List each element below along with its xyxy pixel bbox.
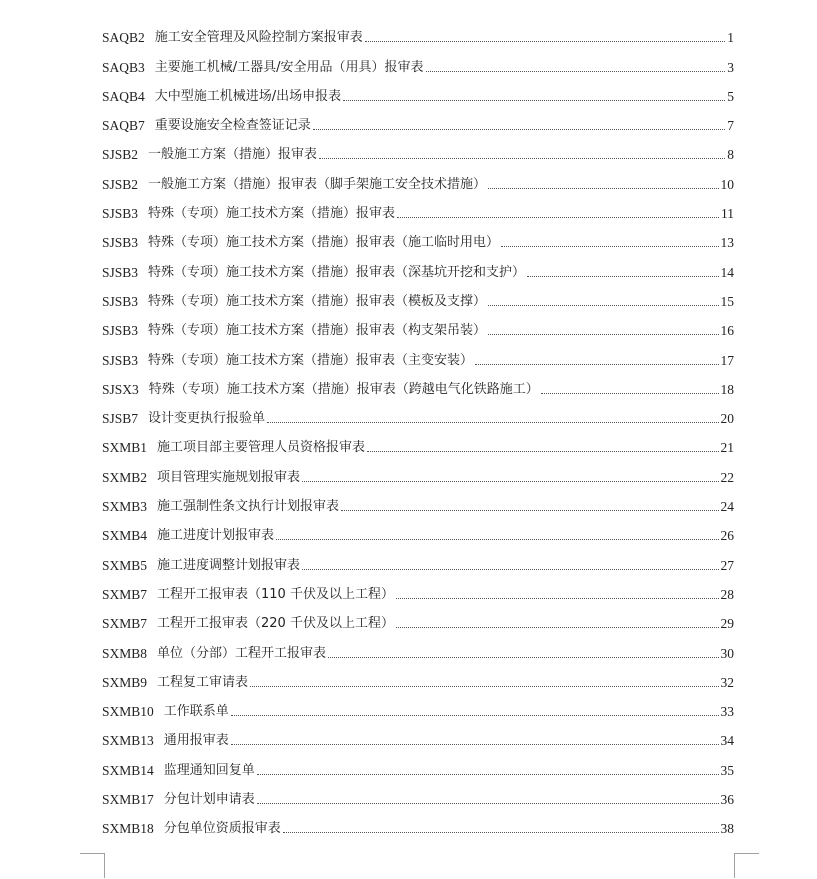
toc-entry[interactable] xyxy=(102,137,734,166)
toc-dot-leader xyxy=(341,509,718,511)
toc-entry-page-number: 5 xyxy=(727,88,734,104)
toc-entry-title: 工程开工报审表（110 千伏及以上工程） xyxy=(157,586,394,602)
toc-entry[interactable] xyxy=(102,284,734,313)
toc-dot-leader xyxy=(488,333,718,335)
toc-entry-code: SXMB2 xyxy=(102,469,148,485)
toc-entry-page-number: 17 xyxy=(720,352,734,368)
toc-entry-page-number: 32 xyxy=(720,674,734,690)
toc-entry-title: 工作联系单 xyxy=(163,704,229,720)
toc-entry-code: SXMB1 xyxy=(102,440,148,456)
toc-entry-title: 特殊（专项）施工技术方案（措施）报审表（跨越电气化铁路施工） xyxy=(148,381,539,397)
toc-dot-leader xyxy=(302,480,718,482)
toc-entry-code: SJSB2 xyxy=(102,147,139,163)
toc-entry-page-number: 20 xyxy=(720,411,734,427)
toc-dot-leader xyxy=(276,538,718,540)
toc-entry[interactable] xyxy=(102,547,734,576)
toc-entry-code: SJSB3 xyxy=(102,235,139,251)
toc-entry-title: 分包单位资质报审表 xyxy=(163,821,281,837)
toc-entry-code: SXMB14 xyxy=(102,762,154,778)
toc-entry-code: SAQB4 xyxy=(102,88,145,104)
toc-entry-title: 通用报审表 xyxy=(163,733,229,749)
toc-dot-leader xyxy=(283,831,719,833)
toc-entry-page-number: 7 xyxy=(727,118,734,134)
toc-entry-code: SXMB7 xyxy=(102,616,148,632)
toc-entry-page-number: 26 xyxy=(720,528,734,544)
toc-entry-title: 施工强制性条文执行计划报审表 xyxy=(157,499,340,515)
toc-entry-code: SJSB3 xyxy=(102,264,139,280)
toc-entry[interactable] xyxy=(102,459,734,488)
toc-dot-leader xyxy=(313,128,725,130)
toc-entry-code: SXMB18 xyxy=(102,821,154,837)
toc-entry-code: SAQB2 xyxy=(102,30,145,46)
toc-entry[interactable] xyxy=(102,79,734,108)
toc-entry[interactable] xyxy=(102,372,734,401)
toc-entry-code: SJSB3 xyxy=(102,206,139,222)
toc-dot-leader xyxy=(426,70,726,72)
toc-entry[interactable] xyxy=(102,108,734,137)
toc-entry[interactable] xyxy=(102,723,734,752)
toc-entry-title: 单位（分部）工程开工报审表 xyxy=(157,645,327,661)
toc-dot-leader xyxy=(250,685,718,687)
toc-entry-code: SXMB7 xyxy=(102,586,148,602)
toc-entry[interactable] xyxy=(102,782,734,811)
toc-entry-title: 重要设施安全检查签证记录 xyxy=(154,118,311,134)
toc-entry-code: SXMB17 xyxy=(102,792,154,808)
toc-entry-page-number: 11 xyxy=(721,206,734,222)
toc-dot-leader xyxy=(302,568,718,570)
toc-entry-page-number: 24 xyxy=(720,499,734,515)
toc-entry-title: 特殊（专项）施工技术方案（措施）报审表（施工临时用电） xyxy=(148,235,500,251)
toc-dot-leader xyxy=(267,421,718,423)
toc-entry-code: SXMB10 xyxy=(102,704,154,720)
toc-entry-title: 施工进度调整计划报审表 xyxy=(157,557,301,573)
toc-entry[interactable] xyxy=(102,606,734,635)
toc-entry-title: 施工进度计划报审表 xyxy=(157,528,275,544)
toc-dot-leader xyxy=(257,802,719,804)
toc-entry-code: SXMB4 xyxy=(102,528,148,544)
toc-dot-leader xyxy=(231,743,719,745)
toc-entry[interactable] xyxy=(102,665,734,694)
toc-dot-leader xyxy=(475,363,718,365)
toc-dot-leader xyxy=(328,656,718,658)
toc-dot-leader xyxy=(488,187,718,189)
toc-entry-title: 项目管理实施规划报审表 xyxy=(157,469,301,485)
page-corner-mark-right xyxy=(734,853,759,878)
toc-entry[interactable] xyxy=(102,752,734,781)
toc-entry-code: SAQB7 xyxy=(102,118,145,134)
toc-dot-leader xyxy=(541,392,719,394)
toc-entry-page-number: 18 xyxy=(720,381,734,397)
toc-entry[interactable] xyxy=(102,166,734,195)
toc-entry-page-number: 3 xyxy=(727,59,734,75)
toc-entry-title: 特殊（专项）施工技术方案（措施）报审表（主变安装） xyxy=(148,352,474,368)
toc-entry-page-number: 14 xyxy=(720,264,734,280)
toc-entry-code: SJSB2 xyxy=(102,176,139,192)
toc-dot-leader xyxy=(501,245,718,247)
toc-entry-page-number: 16 xyxy=(720,323,734,339)
toc-entry[interactable] xyxy=(102,196,734,225)
toc-entry-title: 主要施工机械/工器具/安全用品（用具）报审表 xyxy=(154,59,424,75)
toc-entry-code: SJSB3 xyxy=(102,293,139,309)
toc-entry[interactable] xyxy=(102,225,734,254)
toc-entry[interactable] xyxy=(102,49,734,78)
toc-entry-page-number: 33 xyxy=(720,704,734,720)
toc-dot-leader xyxy=(527,275,718,277)
toc-entry[interactable] xyxy=(102,694,734,723)
toc-entry-page-number: 36 xyxy=(720,792,734,808)
toc-entry[interactable] xyxy=(102,430,734,459)
toc-entry-page-number: 22 xyxy=(720,469,734,485)
toc-entry-title: 特殊（专项）施工技术方案（措施）报审表（深基坑开挖和支护） xyxy=(148,264,526,280)
toc-entry[interactable] xyxy=(102,518,734,547)
toc-entry[interactable] xyxy=(102,577,734,606)
toc-entry[interactable] xyxy=(102,313,734,342)
toc-entry-code: SXMB13 xyxy=(102,733,154,749)
toc-entry-code: SAQB3 xyxy=(102,59,145,75)
toc-dot-leader xyxy=(365,40,725,42)
toc-dot-leader xyxy=(231,714,719,716)
toc-entry[interactable] xyxy=(102,20,734,49)
toc-entry-page-number: 13 xyxy=(720,235,734,251)
toc-entry-title: 监理通知回复单 xyxy=(163,762,255,778)
toc-entry[interactable] xyxy=(102,489,734,518)
toc-entry-page-number: 30 xyxy=(720,645,734,661)
toc-dot-leader xyxy=(488,304,718,306)
toc-entry-page-number: 15 xyxy=(720,293,734,309)
toc-entry-title: 分包计划申请表 xyxy=(163,792,255,808)
toc-entry-code: SXMB8 xyxy=(102,645,148,661)
toc-entry-code: SXMB3 xyxy=(102,499,148,515)
toc-dot-leader xyxy=(257,773,719,775)
toc-entry-page-number: 27 xyxy=(720,557,734,573)
toc-entry-page-number: 8 xyxy=(727,147,734,163)
toc-dot-leader xyxy=(396,626,719,628)
toc-dot-leader xyxy=(319,157,725,159)
toc-entry-title: 工程复工审请表 xyxy=(157,674,249,690)
toc-entry-page-number: 10 xyxy=(720,176,734,192)
toc-entry[interactable] xyxy=(102,401,734,430)
toc-entry-title: 特殊（专项）施工技术方案（措施）报审表（模板及支撑） xyxy=(148,293,487,309)
toc-entry-code: SXMB9 xyxy=(102,674,148,690)
toc-entry-page-number: 34 xyxy=(720,733,734,749)
toc-entry-title: 施工项目部主要管理人员资格报审表 xyxy=(157,440,366,456)
toc-entry-title: 一般施工方案（措施）报审表（脚手架施工安全技术措施） xyxy=(148,176,487,192)
toc-entry-page-number: 21 xyxy=(720,440,734,456)
page-corner-mark-left xyxy=(80,853,105,878)
toc-dot-leader xyxy=(367,450,718,452)
toc-dot-leader xyxy=(343,99,725,101)
toc-entry-page-number: 29 xyxy=(720,616,734,632)
toc-entry-title: 工程开工报审表（220 千伏及以上工程） xyxy=(157,616,394,632)
toc-dot-leader xyxy=(396,597,719,599)
toc-entry-code: SJSB3 xyxy=(102,323,139,339)
toc-entry[interactable] xyxy=(102,342,734,371)
toc-entry-code: SJSB3 xyxy=(102,352,139,368)
toc-entry-title: 设计变更执行报验单 xyxy=(148,411,266,427)
toc-entry-title: 特殊（专项）施工技术方案（措施）报审表 xyxy=(148,206,396,222)
toc-entry-title: 施工安全管理及风险控制方案报审表 xyxy=(154,30,363,46)
toc-entry[interactable] xyxy=(102,635,734,664)
toc-entry-page-number: 35 xyxy=(720,762,734,778)
toc-entry-title: 特殊（专项）施工技术方案（措施）报审表（构支架吊装） xyxy=(148,323,487,339)
toc-entry[interactable] xyxy=(102,811,734,840)
toc-entry-page-number: 28 xyxy=(720,586,734,602)
toc-entry-page-number: 38 xyxy=(720,821,734,837)
toc-entry-page-number: 1 xyxy=(727,30,734,46)
toc-dot-leader xyxy=(397,216,719,218)
toc-entry-code: SJSB7 xyxy=(102,411,139,427)
toc-entry[interactable] xyxy=(102,254,734,283)
toc-entry-title: 大中型施工机械进场/出场申报表 xyxy=(154,88,342,104)
toc-entry-code: SXMB5 xyxy=(102,557,148,573)
table-of-contents xyxy=(102,20,734,840)
toc-entry-title: 一般施工方案（措施）报审表 xyxy=(148,147,318,163)
toc-entry-code: SJSX3 xyxy=(102,381,139,397)
